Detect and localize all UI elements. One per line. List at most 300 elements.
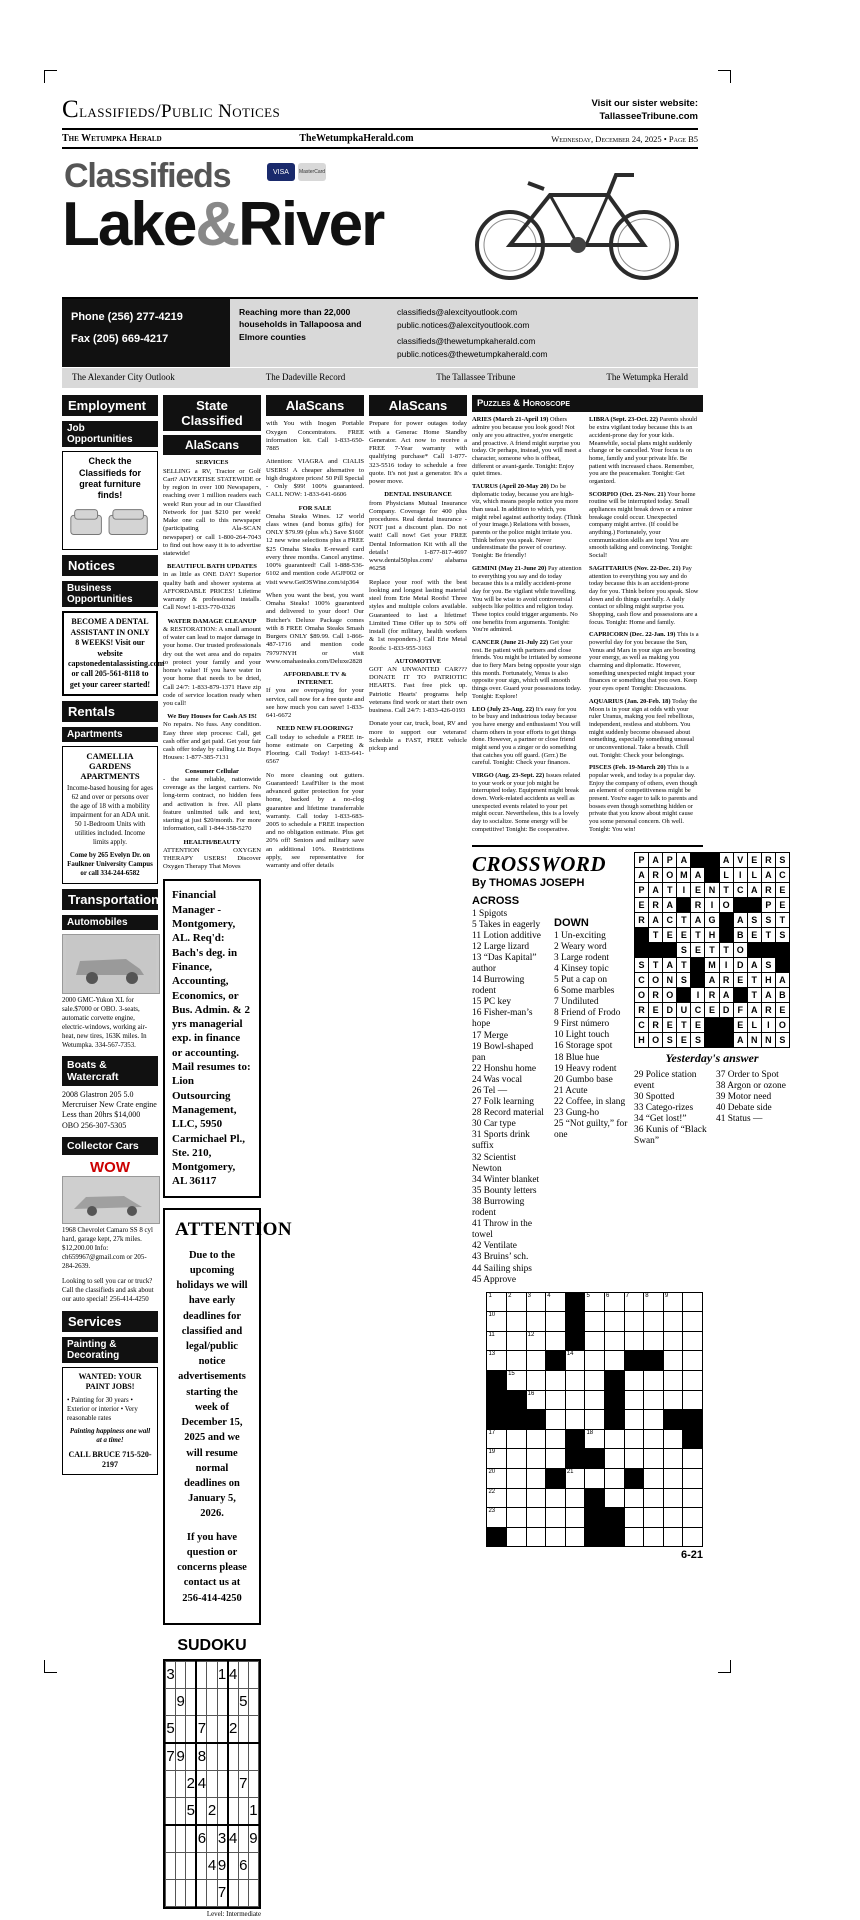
answer-row bbox=[635, 867, 790, 882]
payment-icons bbox=[267, 163, 326, 181]
puzzle-cell[interactable] bbox=[663, 1390, 683, 1410]
sudoku-cell[interactable] bbox=[186, 1852, 197, 1879]
puzzle-cell[interactable] bbox=[546, 1527, 566, 1547]
answer-row bbox=[635, 852, 790, 867]
puzzle-cell[interactable] bbox=[605, 1429, 625, 1449]
puzzle-cell[interactable] bbox=[663, 1331, 683, 1351]
sudoku-cell[interactable] bbox=[166, 1825, 176, 1853]
puzzle-cell[interactable] bbox=[546, 1508, 566, 1528]
down-clue: 38 Argon or ozone bbox=[716, 1080, 786, 1091]
sudoku-cell[interactable]: 9 bbox=[248, 1825, 258, 1853]
puzzle-cell[interactable] bbox=[546, 1331, 566, 1351]
sudoku-cell[interactable] bbox=[176, 1797, 186, 1825]
sudoku-cell[interactable] bbox=[186, 1688, 197, 1715]
answer-cell: A bbox=[649, 882, 663, 897]
sudoku-cell[interactable]: 1 bbox=[248, 1797, 258, 1825]
sudoku-cell[interactable]: 7 bbox=[166, 1743, 176, 1771]
puzzle-cell[interactable] bbox=[683, 1351, 703, 1371]
puzzle-cell[interactable] bbox=[644, 1449, 664, 1469]
puzzle-cell[interactable] bbox=[683, 1371, 703, 1391]
sudoku-cell[interactable] bbox=[207, 1879, 217, 1906]
puzzle-cell[interactable] bbox=[624, 1390, 644, 1410]
puzzle-cell[interactable] bbox=[565, 1527, 585, 1547]
sudoku-cell[interactable]: 5 bbox=[186, 1797, 197, 1825]
sudoku-cell[interactable] bbox=[228, 1688, 239, 1715]
ad-title: SERVICES bbox=[195, 459, 229, 467]
answer-cell: P bbox=[761, 897, 775, 912]
puzzle-cell[interactable] bbox=[507, 1351, 527, 1371]
horoscope-text: This is a powerful day for you because the Sun, Venus and Mars in your sign are boosting your energy, as well as making you charming and diplomatic. However, something unexpected might impact your finances or something that you own. Keep your eyes open! Tonight: Discussions. bbox=[589, 631, 699, 693]
sudoku-cell[interactable] bbox=[248, 1743, 258, 1771]
alascan-ad bbox=[266, 420, 364, 453]
puzzle-cell[interactable] bbox=[487, 1351, 507, 1371]
sudoku-cell[interactable] bbox=[238, 1743, 248, 1771]
answer-cell bbox=[775, 957, 789, 972]
paper-url[interactable]: TheWetumpkaHerald.com bbox=[299, 133, 414, 144]
sudoku-cell[interactable] bbox=[228, 1743, 239, 1771]
sudoku-cell[interactable] bbox=[186, 1661, 197, 1688]
answer-cell: I bbox=[677, 882, 691, 897]
puzzle-cell[interactable] bbox=[644, 1508, 664, 1528]
answer-cell: S bbox=[775, 927, 789, 942]
puzzle-cell[interactable] bbox=[546, 1312, 566, 1332]
sudoku-cell[interactable] bbox=[166, 1852, 176, 1879]
horoscope-item bbox=[589, 416, 699, 485]
wow-graphic: WOW bbox=[90, 1159, 130, 1177]
section-employment: Employment bbox=[62, 395, 158, 416]
puzzle-cell[interactable] bbox=[644, 1371, 664, 1391]
puzzle-cell[interactable] bbox=[507, 1371, 527, 1391]
sudoku-cell[interactable] bbox=[186, 1879, 197, 1906]
horoscope-sign: ARIES (March 21-April 19) bbox=[472, 416, 549, 424]
sudoku-grid[interactable] bbox=[163, 1659, 261, 1909]
puzzle-cell[interactable] bbox=[546, 1410, 566, 1430]
sudoku-cell[interactable] bbox=[166, 1688, 176, 1715]
answer-cell: G bbox=[705, 912, 719, 927]
sudoku-cell[interactable] bbox=[248, 1715, 258, 1743]
puzzle-cell[interactable] bbox=[546, 1429, 566, 1449]
section-rentals: Rentals bbox=[62, 701, 158, 722]
sudoku-cell[interactable]: 4 bbox=[228, 1661, 239, 1688]
puzzle-cell[interactable] bbox=[585, 1390, 605, 1410]
puzzle-cell[interactable] bbox=[624, 1371, 644, 1391]
puzzle-cell[interactable] bbox=[585, 1312, 605, 1332]
puzzle-cell[interactable] bbox=[663, 1351, 683, 1371]
sudoku-cell[interactable] bbox=[207, 1688, 217, 1715]
answer-cell: S bbox=[775, 1032, 789, 1047]
sudoku-cell[interactable] bbox=[248, 1852, 258, 1879]
sudoku-cell[interactable]: 5 bbox=[166, 1715, 176, 1743]
sudoku-cell[interactable] bbox=[176, 1661, 186, 1688]
down-clue: 16 Storage spot bbox=[554, 1041, 613, 1052]
ad-body: No repairs. No fuss. Any condition. Easy three step process: Call, get cash offer and get paid. Get your fair cash offer today by calling Liz Buys Houses: 1-877-385-7131 bbox=[163, 721, 261, 762]
answer-cell: T bbox=[761, 927, 775, 942]
puzzle-cell[interactable] bbox=[585, 1351, 605, 1371]
puzzle-cell[interactable] bbox=[663, 1292, 683, 1312]
ad-body: from Physicians Mutual Insurance Company. Coverage for 400 plus procedures. Real dental insurance - NOT just a discount plan. Do not wait! Call now! Get your FREE Dental Information Kit with all the details! 1-877-817-4697 www.dental50plus.com/ alabama #6258 bbox=[369, 499, 467, 573]
puzzle-cell[interactable] bbox=[565, 1351, 585, 1371]
sudoku-cell[interactable] bbox=[196, 1879, 207, 1906]
sudoku-cell[interactable] bbox=[207, 1661, 217, 1688]
sudoku-cell[interactable] bbox=[166, 1770, 176, 1797]
sudoku-cell[interactable] bbox=[217, 1770, 228, 1797]
answer-cell: E bbox=[775, 1002, 789, 1017]
puzzle-cell[interactable] bbox=[487, 1488, 507, 1508]
puzzle-cell[interactable] bbox=[624, 1292, 644, 1312]
sudoku-cell[interactable] bbox=[196, 1797, 207, 1825]
puzzle-cell[interactable] bbox=[526, 1527, 546, 1547]
puzzle-cell[interactable] bbox=[663, 1371, 683, 1391]
down-clue: 7 Undiluted bbox=[554, 997, 599, 1008]
puzzle-cell[interactable] bbox=[507, 1449, 527, 1469]
sudoku-cell[interactable] bbox=[248, 1879, 258, 1906]
answer-cell: E bbox=[747, 927, 761, 942]
sudoku-cell[interactable] bbox=[207, 1825, 217, 1853]
puzzle-cell[interactable] bbox=[644, 1312, 664, 1332]
puzzle-cell[interactable] bbox=[663, 1488, 683, 1508]
sudoku-cell[interactable] bbox=[238, 1797, 248, 1825]
puzzle-cell[interactable] bbox=[624, 1429, 644, 1449]
puzzle-cell[interactable] bbox=[585, 1371, 605, 1391]
puzzle-cell[interactable] bbox=[565, 1488, 585, 1508]
puzzle-cell[interactable] bbox=[546, 1390, 566, 1410]
sudoku-cell[interactable] bbox=[176, 1825, 186, 1853]
sudoku-cell[interactable] bbox=[238, 1715, 248, 1743]
puzzle-cell[interactable] bbox=[507, 1429, 527, 1449]
email-notices-wetumpka[interactable]: public.notices@thewetumpkaherald.com bbox=[397, 348, 548, 359]
puzzle-cell[interactable] bbox=[526, 1488, 546, 1508]
across-clue: 16 Fisher-man’s hope bbox=[472, 1008, 533, 1030]
sudoku-cell[interactable] bbox=[186, 1715, 197, 1743]
answer-cell: N bbox=[705, 882, 719, 897]
sudoku-cell[interactable] bbox=[238, 1825, 248, 1853]
puzzle-cell[interactable] bbox=[526, 1469, 546, 1489]
puzzle-cell[interactable] bbox=[507, 1469, 527, 1489]
sudoku-cell[interactable] bbox=[217, 1715, 228, 1743]
answer-cell: T bbox=[649, 957, 663, 972]
sister-site-url[interactable]: TallasseeTribune.com bbox=[599, 111, 698, 123]
sudoku-cell[interactable] bbox=[217, 1797, 228, 1825]
puzzle-cell[interactable] bbox=[644, 1410, 664, 1430]
answer-cell: T bbox=[677, 912, 691, 927]
across-clues bbox=[472, 893, 546, 1286]
puzzle-cell[interactable] bbox=[526, 1390, 546, 1410]
puzzle-cell[interactable] bbox=[526, 1449, 546, 1469]
sudoku-cell[interactable]: 2 bbox=[207, 1797, 217, 1825]
sudoku-cell[interactable] bbox=[228, 1797, 239, 1825]
answer-row bbox=[635, 912, 790, 927]
yukon-ad-text: 2000 GMC-Yukon XL for sale.$7000 or OBO. 3-seats, automatic corvette engine, electric-windows, working air-heat, new tires, 163K miles. In Wetumpka. 334-567-7353. bbox=[62, 996, 148, 1049]
sudoku-cell[interactable]: 1 bbox=[217, 1661, 228, 1688]
puzzle-cell[interactable] bbox=[663, 1508, 683, 1528]
sudoku-cell[interactable]: 4 bbox=[196, 1770, 207, 1797]
puzzle-cell[interactable] bbox=[644, 1390, 664, 1410]
puzzle-cell[interactable] bbox=[565, 1508, 585, 1528]
puzzle-cell[interactable] bbox=[565, 1469, 585, 1489]
answer-cell: A bbox=[663, 957, 677, 972]
horoscope-sign: PISCES (Feb. 19-March 20) bbox=[589, 764, 666, 772]
answer-cell: I bbox=[733, 867, 747, 882]
puzzle-cell[interactable] bbox=[565, 1410, 585, 1430]
answer-cell bbox=[719, 927, 733, 942]
sister-site bbox=[592, 98, 698, 124]
dental-ad-text: BECOME A DENTAL ASSISTANT IN ONLY 8 WEEKS! Visit our website capstonedentalassisting.com or call 205-561-8118 to get your career started! bbox=[68, 617, 165, 689]
horoscope-sign: LEO (July 23-Aug. 22) bbox=[472, 705, 535, 713]
across-clue: 32 Scientist Newton bbox=[472, 1152, 517, 1174]
sudoku-cell[interactable] bbox=[248, 1770, 258, 1797]
crop-mark-bottom-left bbox=[44, 1660, 57, 1673]
sudoku-cell[interactable] bbox=[207, 1770, 217, 1797]
puzzle-cell[interactable] bbox=[585, 1292, 605, 1312]
alascan-ad bbox=[163, 459, 261, 558]
email-classifieds-wetumpka[interactable]: classifieds@thewetumpkaherald.com bbox=[397, 336, 536, 347]
sudoku-cell[interactable] bbox=[186, 1825, 197, 1853]
answer-cell: E bbox=[663, 927, 677, 942]
subsection-apartments: Apartments bbox=[62, 727, 158, 742]
puzzle-row bbox=[487, 1351, 703, 1371]
puzzle-cell[interactable] bbox=[507, 1527, 527, 1547]
puzzle-cell[interactable] bbox=[624, 1508, 644, 1528]
crossword-puzzle-grid[interactable] bbox=[486, 1292, 703, 1548]
puzzle-cell[interactable] bbox=[644, 1429, 664, 1449]
sudoku-cell[interactable] bbox=[176, 1879, 186, 1906]
column-alascans-1 bbox=[266, 395, 364, 1919]
sudoku-cell[interactable]: 9 bbox=[176, 1688, 186, 1715]
puzzle-cell[interactable] bbox=[507, 1331, 527, 1351]
answer-cell: O bbox=[733, 942, 747, 957]
puzzle-cell[interactable] bbox=[526, 1351, 546, 1371]
puzzle-cell bbox=[487, 1390, 507, 1410]
puzzle-cell[interactable] bbox=[526, 1508, 546, 1528]
alascan-ad bbox=[266, 725, 364, 766]
puzzle-cell[interactable] bbox=[683, 1527, 703, 1547]
puzzle-cell[interactable] bbox=[644, 1527, 664, 1547]
puzzle-cell[interactable] bbox=[546, 1488, 566, 1508]
sudoku-cell[interactable]: 9 bbox=[217, 1852, 228, 1879]
puzzle-cell[interactable] bbox=[683, 1449, 703, 1469]
puzzle-cell[interactable] bbox=[526, 1371, 546, 1391]
sudoku-cell[interactable] bbox=[196, 1688, 207, 1715]
section-services: Services bbox=[62, 1311, 158, 1332]
sudoku-cell[interactable] bbox=[176, 1770, 186, 1797]
puzzle-cell[interactable] bbox=[487, 1469, 507, 1489]
sudoku-cell[interactable] bbox=[176, 1715, 186, 1743]
horoscope-sign: AQUARIUS (Jan. 20-Feb. 18) bbox=[589, 697, 671, 705]
puzzle-cell bbox=[565, 1429, 585, 1449]
puzzle-cell[interactable] bbox=[565, 1390, 585, 1410]
sudoku-cell[interactable] bbox=[238, 1879, 248, 1906]
puzzle-cell[interactable] bbox=[546, 1449, 566, 1469]
puzzle-cell[interactable] bbox=[605, 1351, 625, 1371]
puzzle-cell[interactable] bbox=[487, 1312, 507, 1332]
sudoku-cell[interactable] bbox=[217, 1688, 228, 1715]
puzzle-cell[interactable] bbox=[507, 1292, 527, 1312]
puzzle-cell[interactable] bbox=[605, 1292, 625, 1312]
sudoku-cell[interactable]: 7 bbox=[238, 1770, 248, 1797]
puzzle-cell[interactable] bbox=[624, 1527, 644, 1547]
answer-cell bbox=[677, 897, 691, 912]
sudoku-cell[interactable] bbox=[238, 1661, 248, 1688]
sudoku-cell[interactable]: 2 bbox=[186, 1770, 197, 1797]
puzzle-cell[interactable] bbox=[683, 1469, 703, 1489]
puzzle-cell[interactable] bbox=[644, 1469, 664, 1489]
alascan-ad bbox=[266, 592, 364, 666]
puzzle-cell[interactable] bbox=[585, 1429, 605, 1449]
puzzle-row bbox=[487, 1488, 703, 1508]
puzzle-cell bbox=[605, 1508, 625, 1528]
sudoku-cell[interactable]: 9 bbox=[176, 1743, 186, 1771]
puzzle-cell[interactable] bbox=[644, 1488, 664, 1508]
sudoku-cell[interactable] bbox=[228, 1770, 239, 1797]
sudoku-cell[interactable] bbox=[166, 1797, 176, 1825]
answer-cell: R bbox=[635, 912, 649, 927]
puzzle-cell[interactable] bbox=[546, 1292, 566, 1312]
paper-tribune: The Tallassee Tribune bbox=[436, 372, 516, 383]
puzzle-cell-number: 9 bbox=[664, 1292, 669, 1299]
email-notices-alex[interactable]: public.notices@alexcityoutlook.com bbox=[397, 319, 530, 330]
puzzle-cell[interactable] bbox=[644, 1292, 664, 1312]
puzzle-cell[interactable] bbox=[526, 1312, 546, 1332]
sudoku-cell[interactable] bbox=[186, 1743, 197, 1771]
puzzle-cell[interactable] bbox=[487, 1331, 507, 1351]
sudoku-cell[interactable] bbox=[248, 1661, 258, 1688]
sudoku-cell[interactable]: 7 bbox=[196, 1715, 207, 1743]
attention-paragraph-1: Due to the upcoming holidays we will have early deadlines for classified and legal/public notice advertisements starting the week of December 15, 2025 and we will resume normal deadlines on January 5, 2026. bbox=[176, 1249, 248, 1520]
auto-special-ad: Looking to sell you car or truck? Call the classifieds and ask about our auto special! 256-414-4250 bbox=[62, 1278, 154, 1304]
boat-ad-text: 2008 Glastron 205 5.0 Mercruiser New Crate engine Less than 20hrs $14,000 OBO 256-307-5305 bbox=[62, 1089, 157, 1130]
puzzle-row bbox=[487, 1449, 703, 1469]
puzzle-cell[interactable] bbox=[605, 1488, 625, 1508]
sudoku-cell[interactable]: 3 bbox=[217, 1825, 228, 1853]
puzzle-cell[interactable] bbox=[507, 1508, 527, 1528]
answer-cell: P bbox=[635, 852, 649, 867]
sudoku-cell[interactable] bbox=[196, 1852, 207, 1879]
answer-cell bbox=[705, 867, 719, 882]
puzzle-cell[interactable] bbox=[605, 1312, 625, 1332]
puzzle-cell[interactable] bbox=[624, 1410, 644, 1430]
horoscope-item bbox=[472, 706, 582, 768]
sudoku-cell[interactable]: 4 bbox=[207, 1852, 217, 1879]
puzzle-cell[interactable] bbox=[546, 1371, 566, 1391]
puzzle-cell[interactable] bbox=[585, 1469, 605, 1489]
puzzle-cell[interactable] bbox=[624, 1488, 644, 1508]
ad-body: GOT AN UNWANTED CAR??? DONATE IT TO PATRIOTIC HEARTS. Fast free pick up. Patriotic Hearts' programs help veterans find work or start their own business. Call 24/7: 1-833-426-0193 bbox=[369, 666, 467, 715]
answer-cell: E bbox=[649, 1002, 663, 1017]
down-clue: 22 Coffee, in slang bbox=[554, 1096, 626, 1107]
sudoku-row bbox=[166, 1688, 259, 1715]
answer-cell bbox=[691, 957, 705, 972]
answer-cell: O bbox=[663, 867, 677, 882]
puzzle-cell[interactable] bbox=[624, 1312, 644, 1332]
sudoku-cell[interactable] bbox=[228, 1852, 239, 1879]
answer-cell: A bbox=[733, 1032, 747, 1047]
down-clue: 34 “Get lost!” bbox=[634, 1113, 687, 1124]
sudoku-cell[interactable] bbox=[196, 1661, 207, 1688]
contact-bar bbox=[62, 297, 698, 367]
puzzle-cell bbox=[507, 1390, 527, 1410]
hero-banner bbox=[62, 149, 698, 297]
puzzle-cell[interactable] bbox=[487, 1508, 507, 1528]
answer-row bbox=[635, 927, 790, 942]
puzzle-cell[interactable] bbox=[624, 1449, 644, 1469]
horoscope-item bbox=[589, 764, 699, 833]
puzzle-cell[interactable] bbox=[526, 1331, 546, 1351]
email-classifieds-alex[interactable]: classifieds@alexcityoutlook.com bbox=[397, 307, 518, 317]
alascan-ad bbox=[163, 839, 261, 872]
sudoku-cell[interactable]: 8 bbox=[196, 1743, 207, 1771]
sudoku-cell[interactable] bbox=[166, 1879, 176, 1906]
puzzle-cell[interactable] bbox=[507, 1488, 527, 1508]
sudoku-cell[interactable]: 7 bbox=[217, 1879, 228, 1906]
sudoku-cell[interactable]: 3 bbox=[166, 1661, 176, 1688]
puzzle-cell[interactable] bbox=[487, 1429, 507, 1449]
across-clue: 43 Bruins’ sch. bbox=[472, 1252, 529, 1263]
puzzle-cell[interactable] bbox=[507, 1312, 527, 1332]
puzzle-cell[interactable] bbox=[585, 1410, 605, 1430]
puzzle-cell[interactable] bbox=[487, 1449, 507, 1469]
puzzle-cell[interactable] bbox=[624, 1331, 644, 1351]
puzzle-cell[interactable] bbox=[565, 1371, 585, 1391]
puzzle-cell bbox=[526, 1410, 546, 1430]
puzzle-cell[interactable] bbox=[663, 1449, 683, 1469]
sudoku-cell[interactable] bbox=[207, 1743, 217, 1771]
puzzle-cell[interactable] bbox=[605, 1469, 625, 1489]
puzzle-cell[interactable] bbox=[605, 1449, 625, 1469]
puzzle-cell[interactable] bbox=[644, 1331, 664, 1351]
across-clue: 26 Tel — bbox=[472, 1086, 508, 1096]
sudoku-cell[interactable] bbox=[248, 1688, 258, 1715]
sudoku-cell[interactable] bbox=[228, 1879, 239, 1906]
puzzle-cell[interactable] bbox=[683, 1488, 703, 1508]
answer-cell: C bbox=[775, 867, 789, 882]
puzzle-cell[interactable] bbox=[683, 1508, 703, 1528]
puzzle-cell-number: 12 bbox=[527, 1331, 535, 1338]
puzzle-cell[interactable] bbox=[605, 1331, 625, 1351]
sudoku-cell[interactable] bbox=[207, 1715, 217, 1743]
puzzle-cell[interactable] bbox=[526, 1292, 546, 1312]
puzzle-row bbox=[487, 1292, 703, 1312]
puzzle-cell[interactable] bbox=[663, 1527, 683, 1547]
sudoku-cell[interactable]: 6 bbox=[238, 1852, 248, 1879]
puzzle-cell bbox=[605, 1527, 625, 1547]
sudoku-cell[interactable] bbox=[217, 1743, 228, 1771]
puzzle-cell-number: 15 bbox=[508, 1371, 515, 1378]
sudoku-cell[interactable]: 5 bbox=[238, 1688, 248, 1715]
sudoku-cell[interactable]: 6 bbox=[196, 1825, 207, 1853]
puzzle-cell[interactable] bbox=[487, 1292, 507, 1312]
puzzle-cell[interactable] bbox=[526, 1429, 546, 1449]
across-clue: 38 Burrowing rodent bbox=[472, 1196, 525, 1219]
puzzle-cell[interactable] bbox=[683, 1292, 703, 1312]
yukon-photo bbox=[62, 934, 160, 994]
puzzle-cell[interactable] bbox=[683, 1331, 703, 1351]
answer-cell bbox=[775, 942, 789, 957]
sudoku-cell[interactable] bbox=[176, 1852, 186, 1879]
answer-cell: R bbox=[649, 897, 663, 912]
puzzle-cell[interactable] bbox=[663, 1469, 683, 1489]
puzzle-cell[interactable] bbox=[663, 1312, 683, 1332]
puzzle-cell-number: 13 bbox=[488, 1351, 496, 1358]
sudoku-cell[interactable]: 2 bbox=[228, 1715, 239, 1743]
camellia-gardens-ad bbox=[62, 746, 158, 884]
puzzle-cell[interactable] bbox=[683, 1390, 703, 1410]
horoscope-text: Issues related to your work or your job might be interrupted today. Equipment might break down. Work-related accidents as well as unexpected events related to your pet might occur. Nevertheless, this is a lovely day to socialize. Some energy will be competitive! Tonight: Be cooperative. bbox=[472, 772, 581, 833]
puzzle-cell bbox=[565, 1449, 585, 1469]
sudoku-cell[interactable]: 4 bbox=[228, 1825, 239, 1853]
puzzle-cell[interactable] bbox=[683, 1312, 703, 1332]
puzzle-cell[interactable] bbox=[585, 1331, 605, 1351]
puzzle-cell[interactable] bbox=[663, 1429, 683, 1449]
